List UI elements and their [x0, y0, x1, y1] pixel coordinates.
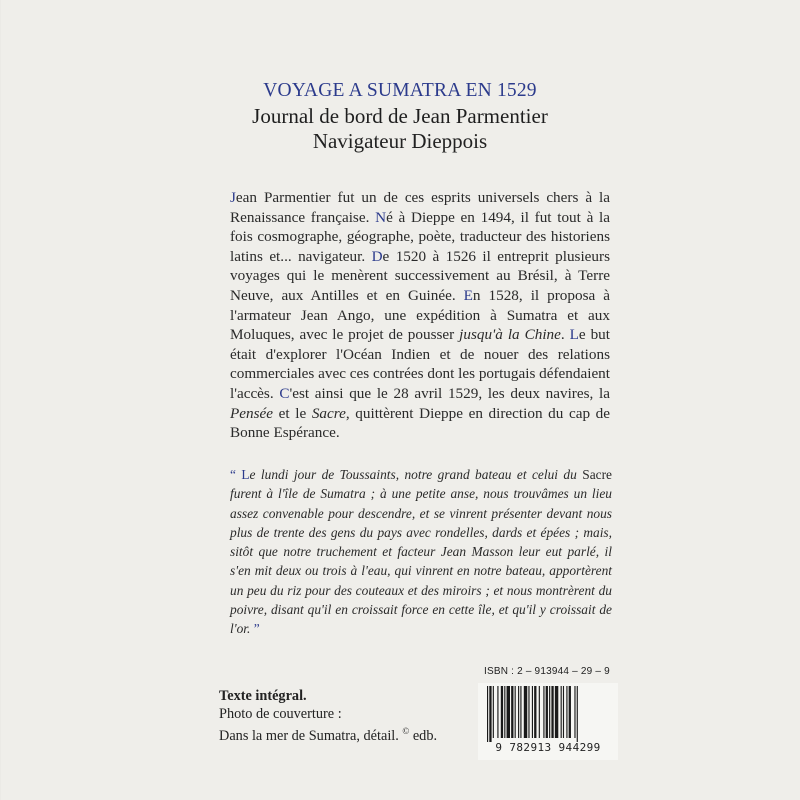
barcode-bar: [489, 686, 491, 742]
barcode-bar: [520, 686, 521, 738]
blurb-text: e 1520 à 1526 il entreprit plusieurs voyages qui le menèrent successivement au Brésil, à Terre Neuve, aux Antilles et en Guinée.: [230, 247, 610, 304]
publisher-text: edb.: [409, 727, 438, 744]
drop-letter: C: [279, 384, 290, 402]
quote-text: e lundi jour de Toussaints, notre grand bateau et celui du: [249, 467, 583, 482]
barcode-bar: [534, 686, 536, 738]
blurb-text: n 1528, il proposa à l'armateur Jean Ango, une expédition à Sumatra et aux Moluques, avec le projet de pousser: [230, 286, 610, 344]
blurb-text: e but était d'explorer l'Océan Indien et de nouer des relations commerciales avec ces contrées dont les portugais défendaient l'accès.: [230, 326, 610, 402]
barcode-bar: [551, 686, 553, 738]
barcode-bar: [569, 686, 571, 738]
cover-photo-label: Photo de couverture :: [219, 705, 342, 722]
blurb-text: 'est ainsi que le 28 avril 1529, les deux navires, la: [289, 384, 610, 402]
ship-name: Pensée: [230, 404, 274, 422]
barcode-bar: [566, 686, 567, 738]
credit-text: Dans la mer de Sumatra, détail.: [219, 727, 403, 744]
author-description: Navigateur Dieppois: [312, 129, 488, 153]
blurb-text: ean Parmentier fut un de ces esprits universels chers à la Renaissance française.: [230, 189, 610, 226]
ship-name: Sacre: [582, 467, 612, 482]
barcode-bar: [546, 686, 548, 738]
full-text-label: Texte intégral.: [219, 688, 307, 704]
drop-letter: L: [241, 467, 250, 482]
barcode: [478, 683, 618, 760]
barcode-bar: [532, 686, 533, 738]
barcode-bar: [493, 686, 494, 738]
barcode-bar: [524, 686, 527, 738]
barcode-bar: [539, 686, 540, 738]
book-title: VOYAGE A SUMATRA EN 1529: [263, 80, 537, 101]
barcode-bar: [574, 686, 575, 738]
barcode-bars: [483, 686, 613, 742]
barcode-bar: [507, 686, 510, 738]
barcode-bar: [515, 686, 516, 738]
journal-quote: [230, 465, 612, 639]
drop-letter: E: [463, 286, 473, 304]
drop-letter: D: [371, 247, 383, 265]
blurb-italic: jusqu'à la Chine: [459, 326, 561, 344]
barcode-bar: [528, 686, 529, 738]
barcode-bar: [511, 686, 513, 738]
ship-name: Sacre: [311, 404, 346, 422]
blurb-text: et le: [273, 404, 312, 422]
barcode-bar: [555, 686, 558, 738]
drop-letter: N: [375, 208, 387, 226]
blurb-text: é à Dieppe en 1494, il fut tout à la fois cosmographe, géographe, poète, traducteur des historiens latins et... navigateur.: [230, 208, 610, 265]
barcode-bar: [561, 686, 562, 738]
copyright-symbol: ©: [402, 726, 410, 736]
quote-text: furent à l'île de Sumatra ; à une petite anse, nous trouvâmes un lieu assez convenable pour descendre, et se vinrent présenter devant nous plus de trente des gens du pays avec rondelles, dards et épées ; mais, sitôt que notre truchement et facteur Jean Masson leur eut parlé, il s'en mit deux ou trois à l'eau, qui vinrent en notre bateau, apportèrent un peu du riz pour des couteaux et des miroirs ; et nous montrèrent du poivre, disant qu'il en croissait force en cette île, et qu'il y croissait de l'or.: [230, 486, 612, 637]
barcode-bar: [504, 686, 505, 738]
blurb-paragraph: [230, 188, 610, 443]
barcode-bar: [543, 686, 544, 738]
drop-letter: J: [230, 189, 236, 206]
barcode-bar: [487, 686, 488, 742]
cover-credits: [219, 688, 437, 745]
cover-photo-credit: [219, 723, 437, 745]
barcode-bar: [549, 686, 550, 738]
barcode-bar: [518, 686, 519, 738]
close-quote: ”: [250, 621, 260, 637]
barcode-bar: [577, 686, 578, 742]
open-quote: “: [230, 467, 242, 482]
barcode-bar: [563, 686, 564, 738]
blurb-text: , quittèrent Dieppe en direction du cap de Bonne Espérance.: [230, 404, 611, 442]
drop-letter: L: [569, 326, 579, 344]
barcode-bar: [497, 686, 498, 738]
isbn-label: ISBN : 2 – 913944 – 29 – 9: [484, 666, 610, 677]
book-subtitle: Journal de bord de Jean Parmentier: [252, 104, 548, 128]
barcode-number: 9 782913 944299: [495, 741, 601, 754]
barcode-bar: [501, 686, 503, 738]
blurb-text: .: [560, 326, 570, 344]
